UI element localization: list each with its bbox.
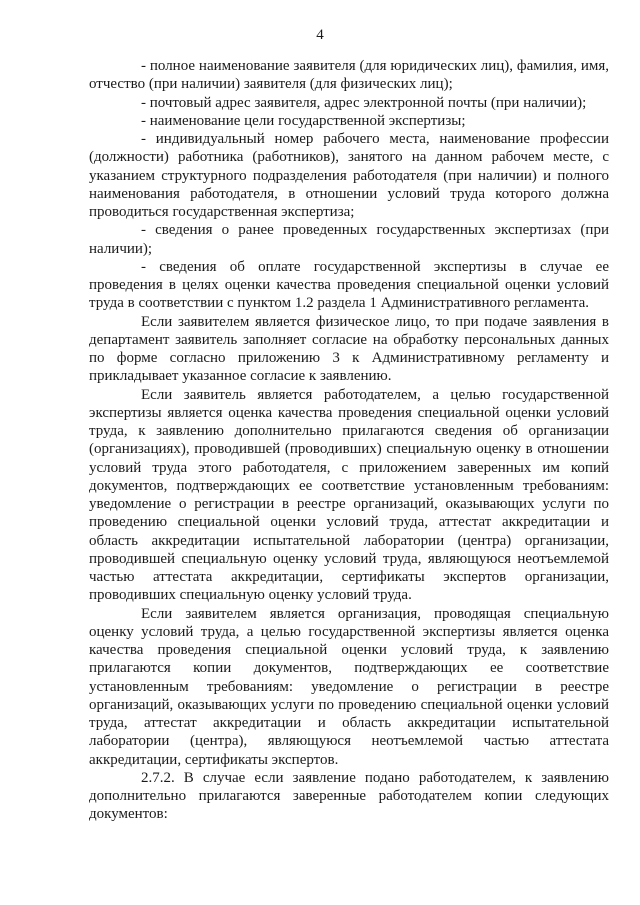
paragraph-employer-applicant: Если заявитель является работодателем, а целью государственной экспертизы является оценка качества проведения специальной оценки условий труда, к заявлению дополнительно прилагаются сведения об организации (организациях), проводившей (проводивших) специальную оценку в отношении условий труда этого работодателя, с приложением заверенных им копий документов, подтверждающих ее соответствие установленным требованиям: уведомление о регистрации в реестре организаций, оказывающих услуги по проведению специальной оценки условий труда, аттестат аккредитации и область аккредитации испытательной лаборатории (центра) организации, проводившей специальную оценку условий труда, являющуюся неотъемлемой частью аттестата аккредитации, сертификаты экспертов организации, проводивших специальную оценку условий труда. [89, 386, 609, 604]
paragraph-applicant-name: - полное наименование заявителя (для юридических лиц), фамилия, имя, отчество (при наличии) заявителя (для физических лиц); [89, 58, 609, 93]
page-number: 4 [316, 27, 324, 43]
paragraph-postal-address: - почтовый адрес заявителя, адрес электронной почты (при наличии); [141, 94, 587, 111]
paragraph-expertise-purpose: - наименование цели государственной экспертизы; [141, 112, 466, 129]
paragraph-section-2-7-2: 2.7.2. В случае если заявление подано работодателем, к заявлению дополнительно прилагаются заверенные работодателем копии следующих документов: [89, 769, 609, 823]
paragraph-payment-info: - сведения об оплате государственной экспертизы в случае ее проведения в целях оценки качества проведения специальной оценки условий труда в соответствии с пунктом 1.2 раздела 1 Административного регламента. [89, 258, 609, 312]
paragraph-individual-consent: Если заявителем является физическое лицо, то при подаче заявления в департамент заявитель заполняет согласие на обработку персональных данных по форме согласно приложению 3 к Административному регламенту и прикладывает указанное согласие к заявлению. [89, 313, 609, 385]
paragraph-workplace-number: - индивидуальный номер рабочего места, наименование профессии (должности) работника (работников), занятого на данном рабочем месте, с указанием структурного подразделения работодателя (при наличии) и полного наименования работодателя, в отношении условий труда которого должна проводиться государственная экспертиза; [89, 131, 609, 220]
document-body [89, 57, 609, 824]
paragraph-previous-expertises: - сведения о ранее проведенных государственных экспертизах (при наличии); [89, 222, 609, 257]
paragraph-organization-applicant: Если заявителем является организация, проводящая специальную оценку условий труда, а целью государственной экспертизы является оценка качества проведения специальной оценки условий труда, к заявлению прилагаются копии документов, подтверждающих ее соответствие установленным требованиям: уведомление о регистрации в реестре организаций, оказывающих услуги по проведению специальной оценки условий труда, аттестат аккредитации и область аккредитации испытательной лаборатории (центра), являющуюся неотъемлемой частью аттестата аккредитации, сертификаты экспертов. [89, 605, 609, 768]
